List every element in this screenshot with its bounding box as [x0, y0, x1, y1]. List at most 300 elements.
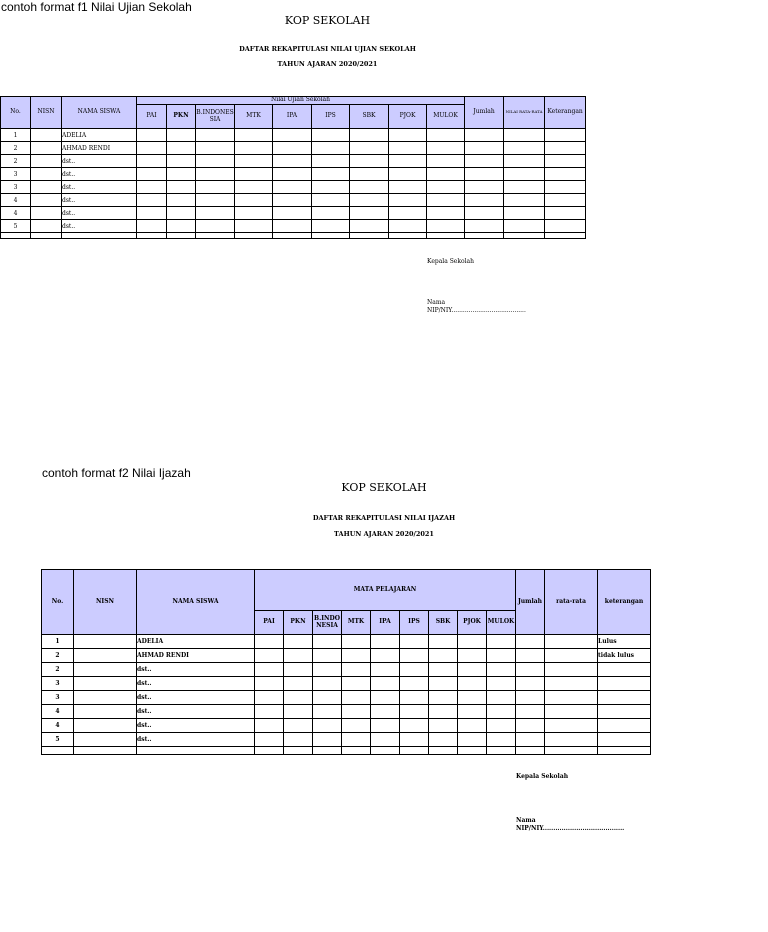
row-score-cell [235, 142, 273, 155]
row-score-cell [350, 181, 389, 194]
row-score-cell [350, 194, 389, 207]
f1-subject-ips: IPS [312, 105, 350, 129]
row-score-cell [137, 155, 167, 168]
row-score-cell [167, 220, 196, 233]
row-score-cell [400, 705, 429, 719]
row-score-cell [255, 705, 284, 719]
row-score-cell [284, 649, 313, 663]
row-score-cell [312, 207, 350, 220]
f2-subject-mulok: MULOK [487, 611, 516, 635]
row-score-cell [400, 719, 429, 733]
row-nisn [31, 181, 62, 194]
row-keterangan [598, 719, 651, 733]
row-score-cell [458, 719, 487, 733]
row-student-name: dst.. [137, 663, 255, 677]
row-score-cell [487, 677, 516, 691]
row-score-cell [342, 719, 371, 733]
f1-heading: contoh format f1 Nilai Ujian Sekolah [1, 0, 192, 14]
row-score-cell [545, 677, 598, 691]
row-score-cell [400, 677, 429, 691]
row-number: 2 [42, 663, 74, 677]
row-score-cell [313, 635, 342, 649]
f1-subject-sbk: SBK [350, 105, 389, 129]
row-score-cell [371, 677, 400, 691]
row-nisn [74, 663, 137, 677]
f2-header-rata: rata-rata [545, 570, 598, 635]
table-row [42, 691, 651, 705]
row-student-name: dst.. [137, 733, 255, 747]
row-score-cell [400, 663, 429, 677]
row-student-name: dst.. [137, 705, 255, 719]
row-nisn [74, 635, 137, 649]
row-score-cell [545, 691, 598, 705]
row-score-cell [167, 129, 196, 142]
row-score-cell [389, 142, 427, 155]
row-keterangan [598, 691, 651, 705]
row-score-cell [545, 719, 598, 733]
f2-header-nama: NAMA SISWA [137, 570, 255, 635]
row-score-cell [504, 194, 545, 207]
row-number: 2 [1, 142, 31, 155]
row-score-cell [273, 181, 312, 194]
row-score-cell [389, 155, 427, 168]
row-score-cell [371, 691, 400, 705]
row-nisn [31, 194, 62, 207]
row-score-cell [342, 635, 371, 649]
row-score-cell [429, 691, 458, 705]
row-score-cell [196, 142, 235, 155]
row-score-cell [371, 663, 400, 677]
row-score-cell [313, 677, 342, 691]
row-score-cell [235, 168, 273, 181]
f1-subject-mtk: MTK [235, 105, 273, 129]
f1-score-table [0, 96, 586, 239]
row-number: 4 [1, 207, 31, 220]
row-score-cell [342, 733, 371, 747]
row-score-cell [255, 677, 284, 691]
row-student-name: dst.. [62, 181, 137, 194]
row-score-cell [167, 142, 196, 155]
row-score-cell [350, 207, 389, 220]
row-score-cell [458, 691, 487, 705]
row-score-cell [273, 129, 312, 142]
row-score-cell [504, 155, 545, 168]
row-score-cell [313, 691, 342, 705]
f1-subject-pjok: PJOK [389, 105, 427, 129]
row-score-cell [255, 635, 284, 649]
f1-nip-line: NIP/NIY....................................... [427, 307, 526, 314]
row-nisn [74, 705, 137, 719]
row-score-cell [389, 194, 427, 207]
table-row [42, 663, 651, 677]
row-score-cell [504, 181, 545, 194]
row-score-cell [545, 194, 586, 207]
row-score-cell [312, 168, 350, 181]
row-score-cell [400, 649, 429, 663]
row-number: 4 [42, 719, 74, 733]
row-nisn [74, 649, 137, 663]
row-score-cell [516, 663, 545, 677]
f1-nama-label: Nama [427, 299, 446, 306]
row-number: 2 [1, 155, 31, 168]
row-keterangan [598, 677, 651, 691]
row-student-name: dst.. [137, 719, 255, 733]
row-score-cell [235, 220, 273, 233]
row-number: 2 [42, 649, 74, 663]
row-score-cell [465, 207, 504, 220]
row-score-cell [196, 155, 235, 168]
row-score-cell [350, 220, 389, 233]
row-score-cell [427, 129, 465, 142]
table-row [42, 719, 651, 733]
f2-header-nisn: NISN [74, 570, 137, 635]
row-score-cell [342, 663, 371, 677]
row-score-cell [487, 719, 516, 733]
f1-kop-sekolah: KOP SEKOLAH [284, 14, 371, 27]
row-number: 4 [42, 705, 74, 719]
row-score-cell [516, 691, 545, 705]
row-score-cell [371, 635, 400, 649]
row-score-cell [196, 207, 235, 220]
row-score-cell [137, 129, 167, 142]
f1-header-group: Nilai Ujian Sekolah [137, 97, 465, 105]
f1-header-jumlah: Jumlah [465, 97, 504, 129]
row-score-cell [429, 663, 458, 677]
row-score-cell [458, 677, 487, 691]
row-score-cell [137, 220, 167, 233]
row-nisn [74, 719, 137, 733]
row-score-cell [487, 663, 516, 677]
row-score-cell [487, 649, 516, 663]
row-score-cell [312, 155, 350, 168]
f2-subject-pkn: PKN [284, 611, 313, 635]
row-score-cell [516, 677, 545, 691]
row-score-cell [545, 220, 586, 233]
table-row [42, 635, 651, 649]
f2-subject-mtk: MTK [342, 611, 371, 635]
row-keterangan: Lulus [598, 635, 651, 649]
row-score-cell [255, 663, 284, 677]
row-score-cell [465, 129, 504, 142]
row-score-cell [504, 142, 545, 155]
row-score-cell [235, 155, 273, 168]
row-student-name: dst.. [137, 677, 255, 691]
row-nisn [74, 691, 137, 705]
row-score-cell [389, 129, 427, 142]
f2-subject-sbk: SBK [429, 611, 458, 635]
row-score-cell [504, 207, 545, 220]
row-score-cell [545, 129, 586, 142]
row-score-cell [284, 635, 313, 649]
row-score-cell [313, 719, 342, 733]
row-score-cell [350, 155, 389, 168]
f2-header-keterangan: keterangan [598, 570, 651, 635]
row-score-cell [273, 142, 312, 155]
row-score-cell [312, 142, 350, 155]
row-score-cell [545, 635, 598, 649]
table-row [1, 142, 586, 155]
row-score-cell [458, 649, 487, 663]
f2-score-table [41, 569, 651, 755]
row-score-cell [137, 181, 167, 194]
row-student-name: dst.. [62, 194, 137, 207]
row-nisn [74, 733, 137, 747]
f2-nama-label: Nama [516, 817, 536, 824]
row-score-cell [342, 649, 371, 663]
f1-document-title: DAFTAR REKAPITULASI NILAI UJIAN SEKOLAH [239, 45, 416, 53]
row-score-cell [465, 168, 504, 181]
row-score-cell [429, 677, 458, 691]
row-score-cell [312, 194, 350, 207]
row-score-cell [389, 181, 427, 194]
row-score-cell [429, 649, 458, 663]
row-score-cell [465, 181, 504, 194]
row-score-cell [137, 168, 167, 181]
row-score-cell [465, 220, 504, 233]
row-student-name: AHMAD RENDI [62, 142, 137, 155]
row-score-cell [545, 649, 598, 663]
row-nisn [31, 129, 62, 142]
row-score-cell [255, 733, 284, 747]
row-score-cell [196, 194, 235, 207]
row-keterangan [598, 663, 651, 677]
row-score-cell [545, 181, 586, 194]
row-score-cell [487, 733, 516, 747]
f2-blank-row [42, 747, 651, 755]
f1-subject-ipa: IPA [273, 105, 312, 129]
row-score-cell [342, 677, 371, 691]
row-score-cell [313, 649, 342, 663]
f2-subject-pai: PAI [255, 611, 284, 635]
row-student-name: AHMAD RENDI [137, 649, 255, 663]
row-score-cell [504, 129, 545, 142]
row-nisn [31, 220, 62, 233]
row-number: 4 [1, 194, 31, 207]
row-student-name: dst.. [62, 155, 137, 168]
row-score-cell [137, 194, 167, 207]
row-number: 5 [42, 733, 74, 747]
row-number: 3 [1, 168, 31, 181]
row-score-cell [284, 663, 313, 677]
f2-nip-line: NIP/NIY....................................... [516, 825, 625, 832]
row-score-cell [284, 733, 313, 747]
row-score-cell [516, 733, 545, 747]
row-student-name: dst.. [137, 691, 255, 705]
row-score-cell [196, 181, 235, 194]
row-score-cell [400, 733, 429, 747]
row-score-cell [235, 194, 273, 207]
f2-kepala-sekolah: Kepala Sekolah [516, 773, 569, 780]
row-score-cell [504, 168, 545, 181]
f2-header-jumlah: Jumlah [516, 570, 545, 635]
table-row [1, 220, 586, 233]
row-score-cell [545, 705, 598, 719]
row-student-name: dst.. [62, 220, 137, 233]
row-score-cell [350, 129, 389, 142]
row-score-cell [429, 705, 458, 719]
row-score-cell [284, 677, 313, 691]
row-score-cell [235, 181, 273, 194]
row-score-cell [235, 207, 273, 220]
row-score-cell [196, 129, 235, 142]
f2-subject-ips: IPS [400, 611, 429, 635]
f2-academic-year: TAHUN AJARAN 2020/2021 [334, 530, 434, 538]
row-score-cell [429, 719, 458, 733]
row-score-cell [350, 142, 389, 155]
table-row [42, 733, 651, 747]
row-score-cell [458, 663, 487, 677]
row-score-cell [371, 733, 400, 747]
row-score-cell [487, 635, 516, 649]
row-score-cell [516, 705, 545, 719]
row-score-cell [284, 705, 313, 719]
row-score-cell [465, 194, 504, 207]
row-score-cell [427, 207, 465, 220]
row-score-cell [487, 691, 516, 705]
row-score-cell [427, 194, 465, 207]
row-score-cell [167, 155, 196, 168]
f1-kepala-sekolah: Kepala Sekolah [427, 258, 474, 265]
row-keterangan [598, 733, 651, 747]
row-number: 5 [1, 220, 31, 233]
f1-header-no: No. [1, 97, 31, 129]
f1-blank-row [1, 233, 586, 239]
table-row [1, 155, 586, 168]
row-score-cell [458, 705, 487, 719]
row-score-cell [389, 220, 427, 233]
table-row [42, 677, 651, 691]
f2-header-group: MATA PELAJARAN [255, 570, 516, 611]
f2-document-title: DAFTAR REKAPITULASI NILAI IJAZAH [312, 514, 456, 522]
row-score-cell [429, 733, 458, 747]
row-score-cell [273, 155, 312, 168]
row-number: 1 [42, 635, 74, 649]
row-score-cell [312, 181, 350, 194]
f1-subject-mulok: MULOK [427, 105, 465, 129]
row-score-cell [389, 168, 427, 181]
row-score-cell [273, 207, 312, 220]
row-score-cell [235, 129, 273, 142]
table-row [1, 181, 586, 194]
row-score-cell [371, 649, 400, 663]
row-score-cell [427, 168, 465, 181]
f1-subject-bindonesia: B.INDONES SIA [196, 105, 235, 129]
row-score-cell [371, 719, 400, 733]
row-nisn [31, 142, 62, 155]
row-nisn [74, 677, 137, 691]
row-score-cell [429, 635, 458, 649]
row-score-cell [516, 719, 545, 733]
row-score-cell [516, 649, 545, 663]
row-number: 3 [42, 677, 74, 691]
row-score-cell [545, 142, 586, 155]
row-score-cell [504, 220, 545, 233]
row-student-name: dst.. [62, 168, 137, 181]
row-score-cell [458, 635, 487, 649]
row-score-cell [167, 207, 196, 220]
table-row [1, 129, 586, 142]
row-keterangan [598, 705, 651, 719]
f1-academic-year: TAHUN AJARAN 2020/2021 [277, 60, 378, 68]
row-score-cell [255, 719, 284, 733]
row-score-cell [273, 168, 312, 181]
row-score-cell [312, 220, 350, 233]
row-score-cell [427, 155, 465, 168]
row-score-cell [516, 635, 545, 649]
row-score-cell [545, 168, 586, 181]
row-score-cell [458, 733, 487, 747]
f2-subject-bindonesia: B.INDO NESIA [313, 611, 342, 635]
f2-subject-pjok: PJOK [458, 611, 487, 635]
row-score-cell [427, 142, 465, 155]
row-score-cell [545, 207, 586, 220]
row-number: 1 [1, 129, 31, 142]
f1-subject-pai: PAI [137, 105, 167, 129]
f2-kop-sekolah: KOP SEKOLAH [341, 481, 427, 494]
row-score-cell [487, 705, 516, 719]
table-row [42, 705, 651, 719]
f2-subject-ipa: IPA [371, 611, 400, 635]
row-score-cell [350, 168, 389, 181]
table-row [42, 649, 651, 663]
row-number: 3 [42, 691, 74, 705]
f1-header-rata: NILAI RATA-RATA [504, 97, 545, 129]
row-nisn [31, 168, 62, 181]
f1-header-nama: NAMA SISWA [62, 97, 137, 129]
row-score-cell [137, 142, 167, 155]
row-score-cell [255, 691, 284, 705]
row-score-cell [427, 220, 465, 233]
row-score-cell [273, 194, 312, 207]
row-number: 3 [1, 181, 31, 194]
row-score-cell [284, 691, 313, 705]
row-nisn [31, 155, 62, 168]
f1-header-keterangan: Keterangan [545, 97, 586, 129]
row-score-cell [389, 207, 427, 220]
row-score-cell [545, 663, 598, 677]
row-nisn [31, 207, 62, 220]
table-row [1, 168, 586, 181]
table-row [1, 194, 586, 207]
row-score-cell [342, 705, 371, 719]
row-score-cell [167, 194, 196, 207]
row-student-name: ADELIA [137, 635, 255, 649]
row-score-cell [167, 168, 196, 181]
row-score-cell [273, 220, 312, 233]
row-score-cell [400, 691, 429, 705]
row-score-cell [313, 663, 342, 677]
row-keterangan: tidak lulus [598, 649, 651, 663]
row-score-cell [313, 733, 342, 747]
row-score-cell [342, 691, 371, 705]
row-score-cell [465, 155, 504, 168]
row-score-cell [400, 635, 429, 649]
row-score-cell [371, 705, 400, 719]
row-score-cell [465, 142, 504, 155]
f2-header-no: No. [42, 570, 74, 635]
row-score-cell [284, 719, 313, 733]
row-score-cell [137, 207, 167, 220]
f1-subject-pkn: PKN [167, 105, 196, 129]
row-score-cell [167, 181, 196, 194]
row-score-cell [255, 649, 284, 663]
row-score-cell [196, 220, 235, 233]
row-score-cell [545, 155, 586, 168]
row-score-cell [196, 168, 235, 181]
row-score-cell [427, 181, 465, 194]
row-score-cell [545, 733, 598, 747]
f1-header-nisn: NISN [31, 97, 62, 129]
